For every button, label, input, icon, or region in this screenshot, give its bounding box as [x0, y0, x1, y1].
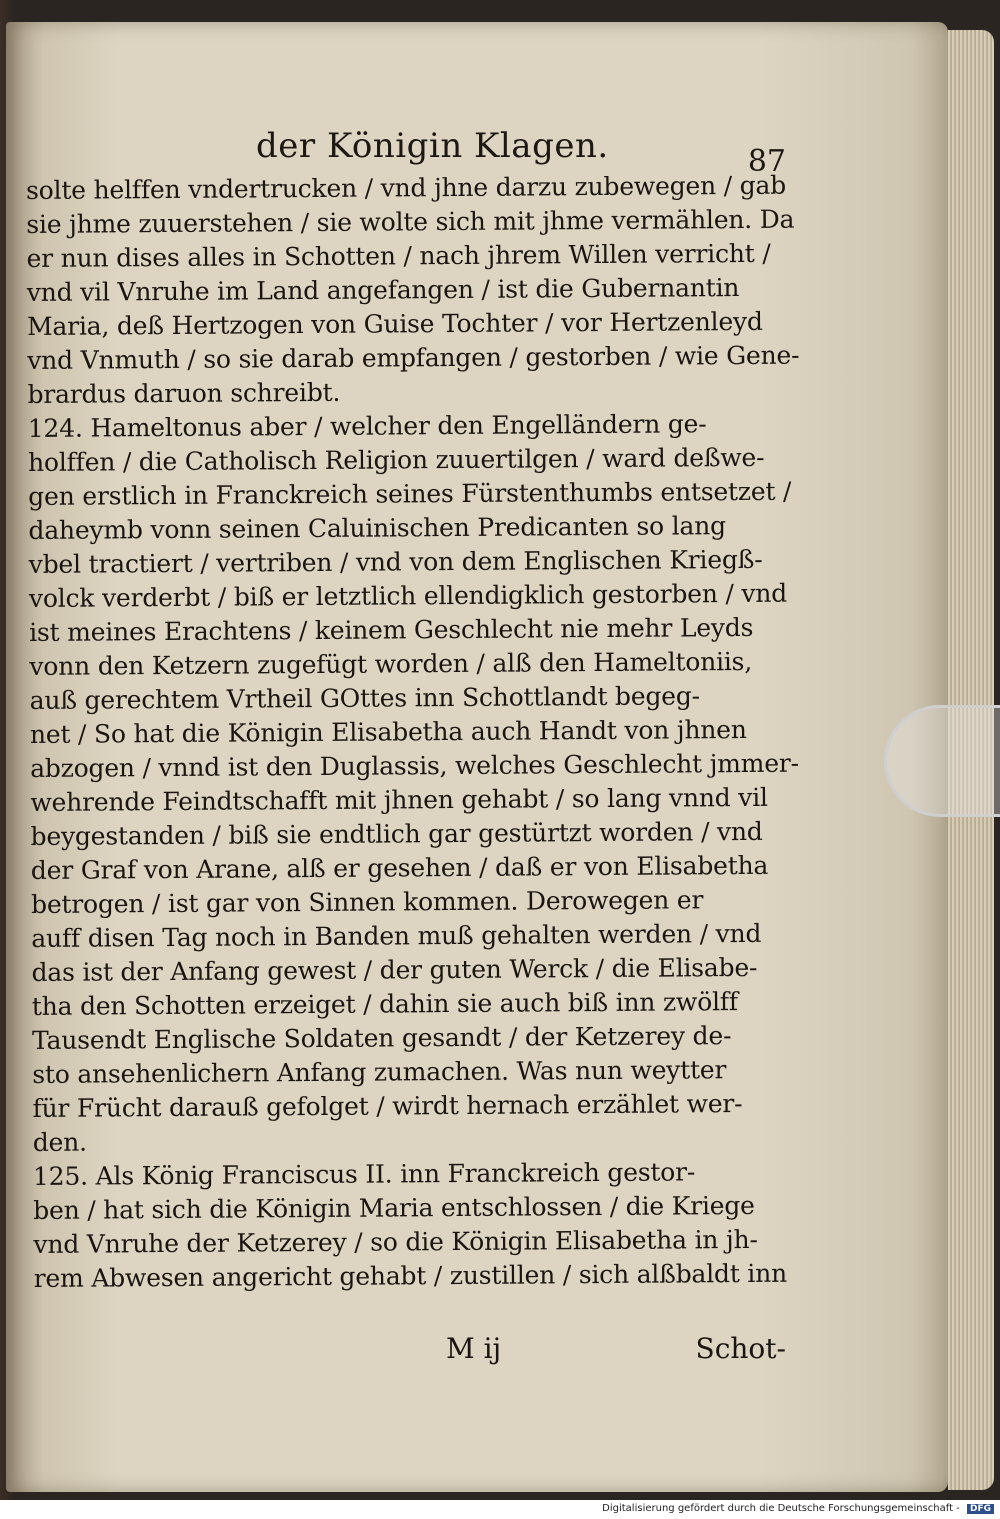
text-line: sie jhme zuuerstehen / sie wolte sich mit jhme vermählen. Da	[26, 204, 795, 239]
running-title: der Königin Klagen.	[256, 126, 609, 166]
text-line: wehrende Feindtschafft mit jhnen gehabt / so lang vnnd vil	[30, 782, 768, 817]
text-line: ben / hat sich die Königin Maria entschlossen / die Kriege	[33, 1190, 755, 1225]
text-line: volck verderbt / biß er letztlich ellendigklich gestorben / vnd	[28, 578, 788, 613]
text-line: rem Abwesen angericht gehabt / zustillen / sich alßbaldt inn	[33, 1258, 788, 1293]
text-line: solte helffen vndertrucken / vnd jhne darzu zubewegen / gab	[26, 170, 787, 205]
text-line: brardus daruon schreibt.	[27, 377, 341, 409]
text-line: 125. Als König Franciscus II. inn Franckreich gestor-	[32, 1157, 696, 1191]
text-line: auß gerechtem Vrtheil GOttes inn Schottlandt begeg-	[29, 681, 700, 715]
credit-text: Digitalisierung gefördert durch die Deutsche Forschungsgemeinschaft -	[602, 1503, 960, 1514]
page-clip	[884, 705, 1000, 817]
text-line: sto ansehenlichern Anfang zumachen. Was nun weytter	[32, 1055, 727, 1089]
text-line: Tausendt Englische Soldaten gesandt / der Ketzerey de-	[31, 1021, 732, 1055]
text-line: für Frücht darauß gefolget / wirdt hernach erzählet wer-	[32, 1089, 743, 1123]
book-page	[6, 22, 948, 1492]
text-line: tha den Schotten erzeiget / dahin sie auch biß inn zwölff	[31, 987, 739, 1021]
text-line: daheymb vonn seinen Caluinischen Predicanten so lang	[28, 511, 726, 545]
dfg-logo: DFG	[967, 1504, 994, 1514]
text-line: Maria, deß Hertzogen von Guise Tochter / vor Hertzenleyd	[26, 306, 763, 341]
page-footer	[446, 1332, 786, 1368]
text-line: der Graf von Arane, alß er gesehen / daß er von Elisabetha	[30, 850, 769, 885]
text-line: abzogen / vnnd ist den Duglassis, welches Geschlecht jmmer-	[30, 748, 799, 783]
text-line: er nun dises alles in Schotten / nach jhrem Willen verricht /	[26, 238, 771, 273]
page-header	[186, 122, 786, 179]
catchword: Schot-	[695, 1332, 786, 1365]
body-text	[26, 169, 804, 1296]
signature-mark: M ij	[446, 1332, 502, 1365]
text-line: beygestanden / biß sie endtlich gar gestürtzt worden / vnd	[30, 816, 763, 851]
text-line: auff disen Tag noch in Banden muß gehalten werden / vnd	[31, 918, 762, 953]
text-line: vnd vil Vnruhe im Land angefangen / ist die Gubernantin	[26, 273, 740, 307]
text-line: vbel tractiert / vertriben / vnd von dem Englischen Kriegß-	[28, 544, 763, 579]
text-line: holffen / die Catholisch Religion zuuertilgen / ward deßwe-	[27, 442, 765, 477]
text-line: gen erstlich in Franckreich seines Fürstenthumbs entsetzet /	[28, 476, 792, 511]
text-line: 124. Hameltonus aber / welcher den Engelländern ge-	[27, 409, 707, 443]
text-line: vnd Vnruhe der Ketzerey / so die Königin Elisabetha in jh-	[33, 1224, 758, 1259]
text-line: das ist der Anfang gewest / der guten Werck / die Elisabe-	[31, 952, 758, 987]
text-line: vonn den Ketzern zugefügt worden / alß den Hameltoniis,	[29, 646, 753, 681]
text-line: betrogen / ist gar von Sinnen kommen. Derowegen er	[30, 885, 704, 919]
text-line: vnd Vnmuth / so sie darab empfangen / gestorben / wie Gene-	[27, 340, 800, 375]
text-line: ist meines Erachtens / keinem Geschlecht nie mehr Leyds	[29, 612, 754, 647]
text-line: net / So hat die Königin Elisabetha auch Handt von jhnen	[29, 714, 747, 749]
digitization-credit	[602, 1503, 994, 1514]
page-number: 87	[747, 144, 786, 179]
text-line: den.	[32, 1127, 87, 1157]
